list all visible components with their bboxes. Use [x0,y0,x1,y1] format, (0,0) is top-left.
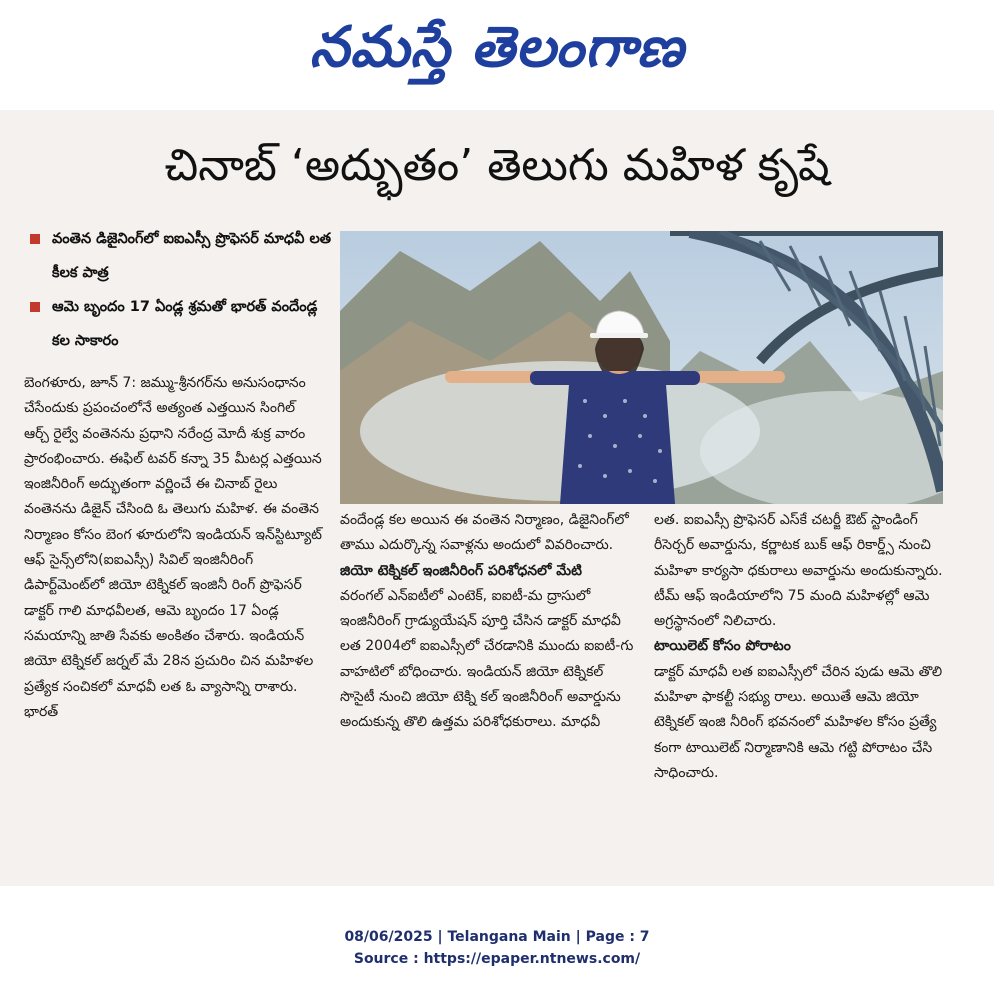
highlight-item [30,222,340,290]
highlight-item [30,290,340,358]
footer-source-link[interactable]: Source : https://epaper.ntnews.com/ [353,951,641,967]
bridge-photo-illustration [340,231,943,504]
footer [0,926,994,970]
paragraph: బెంగళూరు, జూన్ 7: జమ్ము-శ్రీనగర్‌ను అనుసంధానం చేసేందుకు ప్రపంచంలోనే అత్యంత ఎత్తయిన సింగిల్ ఆర్చ్ రైల్వే వంతెనను ప్రధాని నరేంద్ర మోదీ శుక్ర వారం ప్రారంభించారు. ఈఫిల్ టవర్ కన్నా 35 మీటర్ల ఎత్తయిన ఇంజినీరింగ్ అద్భుతంగా వర్ణించే ఈ చినాబ్ రైలు వంతెనను డిజైన్ చేసింది ఓ తెలుగు మహిళ. ఈ వంతెన నిర్మాణం కోసం బెంగ ళూరులోని ఇండియన్ ఇన్‌స్టిట్యూట్ ఆఫ్ సైన్స్‌లోని(ఐఐఎస్సీ) సివిల్ ఇంజినీరింగ్ డిపార్ట్‌మెంట్‌లో జియో టెక్నికల్ ఇంజినీ రింగ్ ప్రొఫెసర్ డాక్టర్ గాలి మాధవీలత, ఆమె బృందం 17 ఏండ్ల సమయాన్ని జాతి సేవకు అంకితం చేశారు. ఇండియన్ జియో టెక్నికల్ జర్నల్ మే 28న ప్రచురిం చిన మహిళల ప్రత్యేక సంచికలో మాధవీ లత ఓ వ్యాసాన్ని రాశారు. భారత్ [24,375,322,720]
article-column-middle [340,508,640,736]
bullet-square-icon [30,234,40,244]
highlight-text: వంతెన డిజైనింగ్‌లో ఐఐఎస్సీ ప్రొఫెసర్ మాధవీ లత కీలక పాత్ర [52,231,332,281]
article-headline: చినాబ్ ‘అద్భుతం’ తెలుగు మహిళ కృషే [164,140,830,191]
article-highlights [30,222,340,358]
subheading: టాయిలెట్ కోసం పోరాటం [654,638,791,655]
subheading: జియో టెక్నికల్ ఇంజినీరింగ్ పరిశోధనలో మేటి [340,562,582,579]
paragraph: వరంగల్ ఎన్ఐటీలో ఎంటెక్, ఐఐటీ-మ ద్రాసులో ఇంజినీరింగ్ గ్రాడ్యుయేషన్ పూర్తి చేసిన డాక్టర్ మాధవీ లత 2004లో ఐఐఎస్సీలో చేరడానికి ముందు ఐఐటీ-గు వాహటిలో బోధించారు. ఇండియన్ జియో టెక్నికల్ సొసైటీ నుంచి జియో టెక్ని కల్ ఇంజినీరింగ్ అవార్డును అందుకున్న తొలి ఉత్తమ పరిశోధకురాలు. మాధవీ [340,587,634,731]
highlight-text: ఆమె బృందం 17 ఏండ్ల శ్రమతో భారత్ వందేండ్ల కల సాకారం [52,299,318,349]
masthead [0,0,994,100]
article-photo [340,231,943,504]
article-column-right [654,508,954,786]
article-column-left [24,371,324,725]
bullet-square-icon [30,302,40,312]
footer-edition-info: 08/06/2025 | Telangana Main | Page : 7 [344,929,650,945]
paragraph: లత. ఐఐఎస్సీ ప్రొఫెసర్ ఎస్‌కే చటర్జీ ఔట్ స్టాండింగ్ రీసెర్చర్ అవార్డును, కర్ణాటక బుక్ ఆఫ్ రికార్డ్స్ నుంచి మహిళా కార్యసా ధకురాలు అవార్డును అందుకున్నారు. టీమ్ ఆఫ్ ఇండియాలోని 75 మంది మహిళల్లో ఆమె అగ్రస్థానంలో నిలిచారు. [654,512,943,630]
newspaper-logo: నమస్తే తెలంగాణ [309,14,685,80]
paragraph: డాక్టర్ మాధవీ లత ఐఐఎస్సీలో చేరిన పుడు ఆమె తొలి మహిళా ఫాకల్టీ సభ్యు రాలు. అయితే ఆమె జియో టెక్నికల్ ఇంజి నీరింగ్ భవనంలో మహిళల కోసం ప్రత్యే కంగా టాయిలెట్ నిర్మాణానికి ఆమె గట్టి పోరాటం చేసి సాధించారు. [654,663,943,781]
paragraph: వందేండ్ల కల అయిన ఈ వంతెన నిర్మాణం, డిజైనింగ్‌లో తాము ఎదుర్కొన్న సవాళ్లను అందులో వివరించారు. [340,512,629,554]
